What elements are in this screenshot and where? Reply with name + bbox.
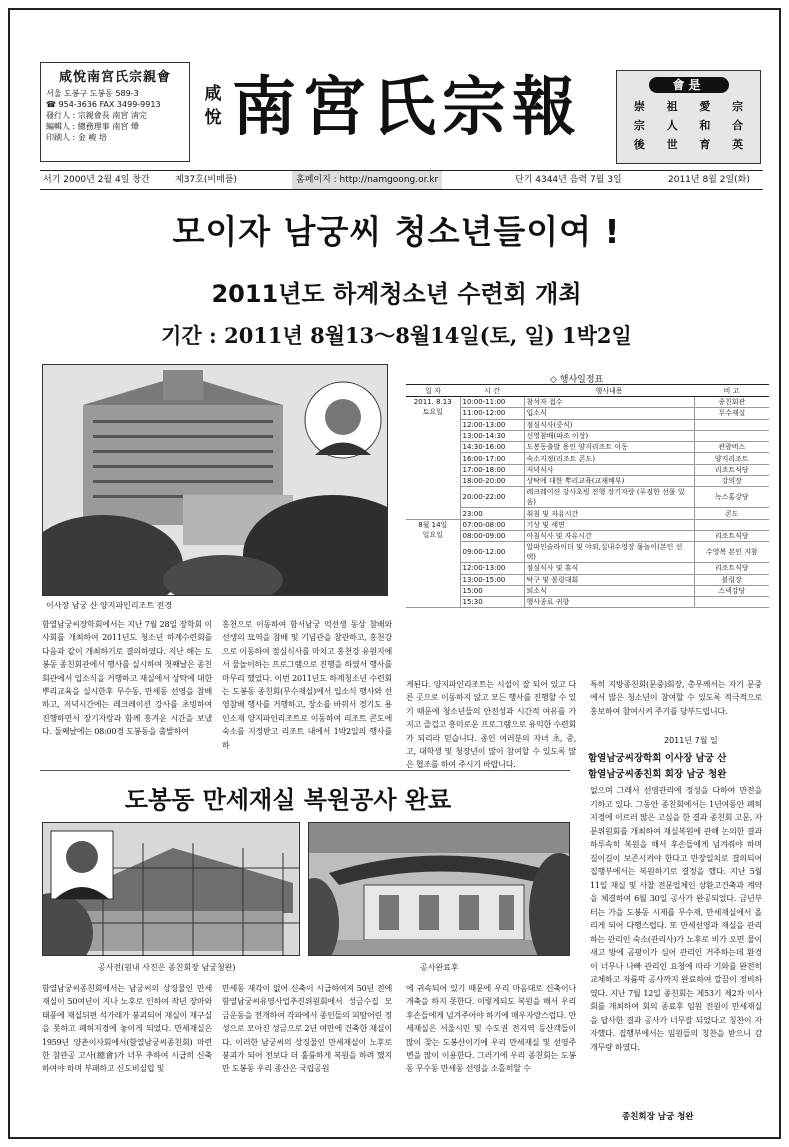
motto-char: 英 [732,138,744,151]
schedule-event: 알파인슬라이더 및 야외,실내수영장 물놀이(본인 선택) [524,542,694,563]
schedule-row [406,476,769,487]
phone: ☎ 954-3636 FAX 3499-9913 [46,100,161,109]
event-period: 기간 : 2011년 8월13～8월14일(토, 일) 1박2일 [161,323,632,348]
schedule-day-weekday: 토요일 [422,408,443,416]
motto-char: 祖 [666,100,678,113]
article2-headline: 도봉동 만세재실 복원공사 완료 [124,786,452,814]
schedule-time: 20:00-22:00 [460,487,524,508]
article1-column-1: 함열남궁씨장학회에서는 지난 7월 28일 장학회 이사회를 개최하여 2011년도 청소년 하계수련회를 다음과 같이 개최하기로 결의하였다. 지난 해는 도봉동 종친회관에서 행사를 실시하여 첫째날은 종친회관에서 입소식을 거행하고 재실에서 상탁에 대한 뿌리교육을 실시한후 무수동, 만세동 선영을 참배하고, 저녁시간에는 레크레이션 강사를 초빙하여 진행하면서 장기자랑과 함께 흥겨운 시간을 보냈다. 둘째날에는 08:00경 도봉동을 출발하여 [42,620,212,737]
schedule-time: 12:00-13:00 [460,419,524,430]
schedule-row [406,519,769,530]
motto-char: 宗 [732,100,744,113]
schedule-event: 저녁식사 [524,464,694,475]
schedule-time: 17:00-18:00 [460,464,524,475]
schedule-time: 12:00-13:00 [460,563,524,574]
schedule-note: 녹스홀강당 [694,487,769,508]
motto-char: 宗 [633,119,645,132]
schedule-row [406,585,769,596]
schedule-event: 점심식사(중식) [524,419,694,430]
schedule-note: 수영복 본인 지참 [694,542,769,563]
motto-char: 世 [666,138,678,151]
schedule-row [406,419,769,430]
schedule-row [406,563,769,574]
signature-2: 함열남궁씨종친회 회장 남궁 청완 [588,769,727,780]
schedule-event: 선영참배(파조 이상) [524,430,694,441]
schedule-event: 탁구 및 볼링대회 [524,574,694,585]
motto-char: 後 [633,138,645,151]
schedule-row [406,408,769,419]
schedule-title: ◇ 행사일정표 [550,375,604,385]
before-photo-image [43,823,300,956]
article1-column-3: 게된다. 양지파인리조트는 시설이 잘 되어 있고 다른 곳으로 이동하지 않고 모든 행사를 진행할 수 있기 때문에 청소년들의 안전성과 시간적 여유를 가지고 즐겁고 흥미로운 프로그램으로 유익한 수련회가 되리라 믿습니다. 종인 여러분의 자녀 초, 중, 고, 대학생 및 청장년이 많이 참여할 수 있도록 많은 협조를 하여 주시기 바랍니다. [406,680,576,770]
motto-box [616,70,761,164]
schedule-row [406,487,769,508]
homepage-link[interactable]: 홈페이지 : http://namgoong.or.kr [292,171,442,189]
article1-column-2: 홍천으로 이동하여 함서남궁 억선생 동상 참배와 선생의 묘역을 참배 및 기념관을 참관하고, 홍천강으로 이동하여 점심식사를 마치고 홍천강 유원지에서 물놀이하는 프로그램으로 진행을 하였서 행사를 마무리 했었다. 이번 2011년도 하계청소년 수련회는 도봉동 종친회(무수재실)에서 입소식 행사와 선영참배 행사를 거행하고, 장소를 바꿔서 경기도 용인소재 양지파인리조트로 이동하여 리조트 콘도에 숙소를 지정받고 리조트 내에서 1박2일의 행사를 하 [222,620,392,750]
small-title-2: 悅 [204,108,222,128]
lunar-date: 단기 4344년 음력 7월 3일 [515,175,622,185]
schedule-row [406,597,769,608]
schedule-day-date: 8월 14일 [418,520,448,529]
schedule-time: 18:00-20:00 [460,476,524,487]
schedule-event: 도봉동출발 용인 양지리조트 이동 [524,442,694,453]
schedule-time: 13:00-15:00 [460,574,524,585]
schedule-note: 스넥강당 [694,585,769,596]
schedule-note: 리조트식당 [694,530,769,541]
schedule-note [694,597,769,608]
issue-date: 2011년 8월 2일(화) [668,175,750,185]
resort-photo [42,364,388,596]
after-photo-image [309,823,570,956]
signature-1: 함열남궁씨장학회 이사장 남궁 산 [588,753,727,764]
article1-column-4: 특히 지방종친회(문중)회장, 총무께서는 자기 문중에서 많은 청소년이 참여할 수 있도록 적극적으로 홍보하여 참여시켜 주기를 당부드립니다. [590,680,762,716]
motto-title: 會是 [649,77,729,93]
schedule-header-row [406,385,769,397]
schedule-time: 16:00-17:00 [460,453,524,464]
motto-char: 和 [699,119,711,132]
founded-date: 서기 2000년 2월 4일 창간 [43,175,150,185]
after-photo [308,822,570,956]
schedule-row [406,542,769,563]
schedule-note: 강의장 [694,476,769,487]
schedule-time: 07:00-08:00 [460,519,524,530]
schedule-row [406,464,769,475]
schedule-day-weekday: 일요일 [422,530,443,539]
schedule-table [406,384,769,608]
schedule-row [406,430,769,441]
org-name: 咸悅南宮氏宗親會 [58,70,171,85]
before-photo [42,822,300,956]
schedule-note: 종친회관 [694,397,769,408]
issue-number: 제37호(비매품) [175,175,237,185]
small-title-1: 咸 [204,84,222,104]
schedule-note [694,419,769,430]
article2-signature: 종친회장 남궁 청완 [622,1112,694,1122]
dateline [40,170,763,190]
schedule-time: 10:00-11:00 [460,397,524,408]
motto-char: 育 [699,138,711,151]
resort-photo-image [43,365,388,596]
schedule-time: 15:00 [460,585,524,596]
section-divider [40,770,570,771]
address: 서울 도봉구 도봉동 589-3 [46,89,139,98]
article2-column-2: 만세동 재각이 없어 신축이 시급하여져 50년 전에 함열남궁씨유영사업추진위원회에서 성금수집 모금운동을 전개하여 각파에서 종인들의 피땀어린 정성으로 모아진 성금으로 2년 여만에 건축한 재실이다. 이러한 남궁씨의 상징물인 만세재실이 노후로 붕괴가 되어 전보다 더 훌륭하게 복원을 하려 했지만 도봉동 우리 종산은 국립공원 [222,984,392,1074]
schedule-event: 숙소지정(리조트 콘도) [524,453,694,464]
motto-char: 崇 [633,100,645,113]
motto-char: 人 [666,119,678,132]
subheadline: 2011년도 하계청소년 수련회 개최 [211,280,582,308]
schedule-day-cell [406,397,460,520]
schedule-row [406,508,769,519]
schedule-time: 11:00-12:00 [460,408,524,419]
motto-char: 愛 [699,100,711,113]
masthead-small-title [202,82,224,130]
schedule-time: 15:30 [460,597,524,608]
schedule-row [406,530,769,541]
schedule-note: 관광버스 [694,442,769,453]
before-photo-caption: 공사전(원내 사진은 종친회장 남궁청완) [98,963,236,972]
schedule-note: 리조트식당 [694,563,769,574]
motto-grid [623,98,754,153]
schedule-day-date: 2011. 8.13 [413,398,452,406]
header-note: 비 고 [694,385,769,397]
article2-column-1: 함열남궁씨종친회에서는 남궁씨의 상징물인 만세재실이 50여년이 지나 노후로 인하여 작년 장마와 태풍에 재실뒤편 석가래가 붕괴되어 재실이 재구실을 못하고 폐허지경에 놓이게 되었다. 만세재실은 1959년 양촌이사회에서(함열남궁씨종친회) 마련한 참관공 고사(總會)가 너무 추하여 시급히 신축하여야 하며 부패하고 신도비실립 및 [42,984,212,1074]
printer: 印刷人 : 金 峻 培 [46,133,107,142]
headline: 모이자 남궁씨 청소년들이여 ! [172,212,621,251]
header-time: 시 간 [460,385,524,397]
schedule-event: 점심식사 및 휴식 [524,563,694,574]
schedule-note: 볼링장 [694,574,769,585]
schedule-note [694,430,769,441]
article2-column-3: 에 귀속되어 있기 때문에 우리 마음대로 신축이나 개축을 하지 못한다. 이렇게되도 복원을 해서 우리 후손들에게 넘겨주어야 하기에 매우자랑스럽다. 만세재실은 서울시민 및 수도권 전지역 등산객들이 많이 찾는 도봉산이기에 우리 만세재실 및 선영주변을 많이 이용한다. 그러기에 우리 종친회는 도봉동 무수동 만세동 선영을 소홀히할 수 [406,984,576,1074]
schedule-row [406,574,769,585]
schedule-note: 콘도 [694,508,769,519]
article2-column-4: 없으며 그래서 선영관리에 정성을 다하여 만전을 기하고 있다. 그동안 종친회에서는 1년여동안 폐허지경에 이르러 많은 고심을 한 결과 종친회 고문, 자문위원회를 개최하여 재실복원에 관해 논의한 결과 하루속히 복원을 해서 후손들에게 넘겨줘야 하며 길이길이 보존시켜야 한다고 만장일치로 결의되어 집행부에서는 복원하기로 결정을 했다. 지난 5월 11일 재실 및 사찰 전문업체인 상환고건축과 계약을 체결하여 6월 30일 공사가 완공되었다. 금년부터는 가을 도봉동 시제를 무수재, 만세재실에서 올리게 되어 다행스럽다. 또 만세선영과 재실을 관리하는 관리인 숙소(관리사)가 노후로 비가 오면 물이새고 방에 곰팡이가 심어 관리인 거주하는데 환경이 너무나 나빠 관리인 요청에 따라 기와를 완전히 교체하고 자륨막 공사까지 완료하여 깔끔이 정비하였다. 지난 7월 12일 종친회는 제53기 제2차 이사회를 개최하여 회의 종료후 임원 전원이 만세재실을 답사한 결과 공사가 너무잘 되었다고 칭찬이 자자했다. 집행부에서는 임원들의 칭찬을 받으니 감개무량 하였다. [590,786,762,1052]
schedule-time: 13:00-14:30 [460,430,524,441]
editor: 編輯人 : 總務理事 南宮 燁 [46,122,139,131]
resort-photo-caption: 이사장 남궁 산 양지파인리조트 전경 [46,601,173,610]
schedule-event: 입소식 [524,408,694,419]
header-event: 행사내용 [524,385,694,397]
schedule-note: 리조트식당 [694,464,769,475]
after-photo-caption: 공사완료후 [420,963,459,972]
schedule-time: 23:00 [460,508,524,519]
schedule-event: 아침식사 및 자유시간 [524,530,694,541]
schedule-note [694,519,769,530]
schedule-event: 행사종료 귀향 [524,597,694,608]
schedule-event: 기상 및 세면 [524,519,694,530]
schedule-event: 참석자 접수 [524,397,694,408]
schedule-note: 무수재실 [694,408,769,419]
header-date: 일 자 [406,385,460,397]
schedule-event: 레크레이션 강사초빙 진행 장기자랑 (푸짐한 선물 있음) [524,487,694,508]
schedule-row [406,453,769,464]
masthead-title: 南宮氏宗報 [232,70,582,145]
schedule-row [406,442,769,453]
schedule-note: 양지리조트 [694,453,769,464]
schedule-day-cell [406,519,460,608]
schedule-event: 퇴소식 [524,585,694,596]
newspaper-page [8,8,781,1139]
schedule-time: 08:00-09:00 [460,530,524,541]
sign-date: 2011년 7월 일 [664,736,718,745]
motto-char: 合 [732,119,744,132]
schedule-event: 상탁에 대한 뿌리교육(교재배부) [524,476,694,487]
schedule-time: 09:00-12:00 [460,542,524,563]
schedule-time: 14:30-16:00 [460,442,524,453]
publisher: 發行人 : 宗親會長 南宮 淸完 [46,111,147,120]
schedule-event: 취침 및 자유시간 [524,508,694,519]
schedule-row [406,397,769,408]
publisher-box [40,62,190,162]
